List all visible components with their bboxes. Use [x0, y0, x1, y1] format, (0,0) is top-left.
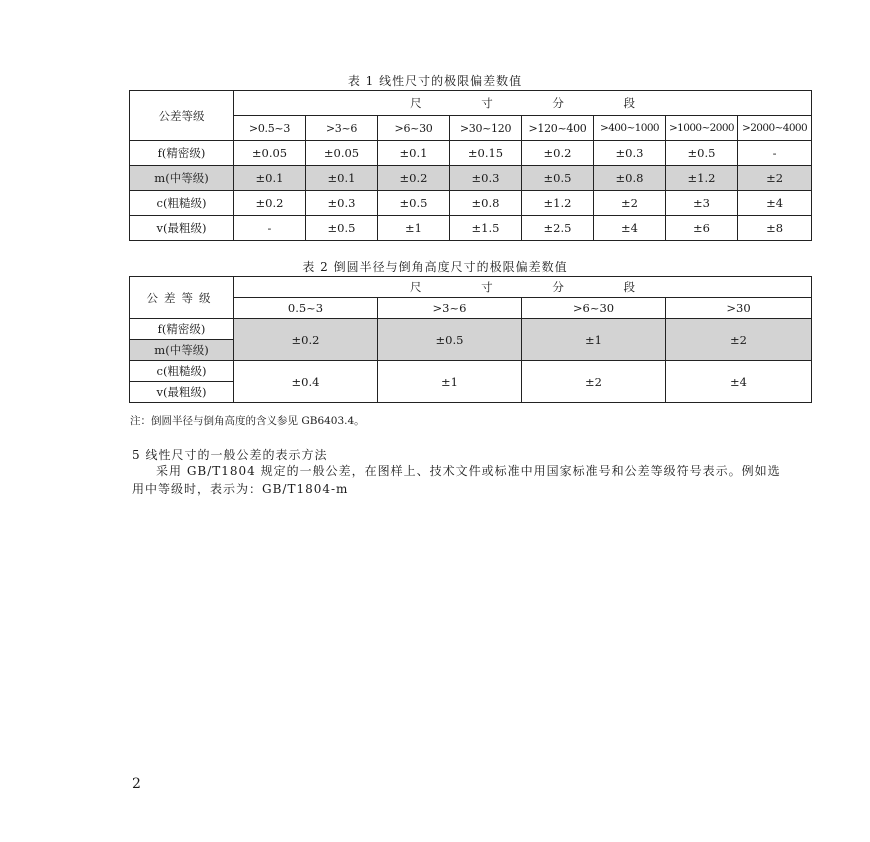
range-header: >0.5~3 [234, 116, 306, 141]
table-note: 注：倒圆半径与倒角高度的含义参见 GB6403.4。 [130, 415, 365, 427]
range-header: >120~400 [522, 116, 594, 141]
table-cell: ±0.1 [234, 166, 306, 191]
table2-radius-chamfer-tolerances [129, 276, 812, 403]
table-row [130, 319, 812, 340]
section-title: 5 线性尺寸的一般公差的表示方法 [132, 448, 328, 462]
table-row [130, 361, 812, 382]
table-cell: ±0.8 [594, 166, 666, 191]
table-cell: ±1.5 [450, 216, 522, 241]
table-cell: ±1.2 [522, 191, 594, 216]
table2-caption: 表 2 倒圆半径与倒角高度尺寸的极限偏差数值 [302, 260, 568, 274]
grade-header: 公差等级 [130, 277, 234, 319]
table-cell: - [234, 216, 306, 241]
table-cell: ±4 [594, 216, 666, 241]
table-cell: ±0.15 [450, 141, 522, 166]
table-cell: ±1.2 [666, 166, 738, 191]
table-cell: ±4 [666, 361, 812, 403]
table-cell: ±1 [378, 361, 522, 403]
grade-label: c(粗糙级) [130, 361, 234, 382]
grade-label: m(中等级) [130, 340, 234, 361]
table-row [130, 216, 812, 241]
table-cell: ±0.1 [378, 141, 450, 166]
table-cell: ±8 [738, 216, 812, 241]
table-cell: ±3 [666, 191, 738, 216]
grade-label: f(精密级) [130, 141, 234, 166]
table-cell: ±0.2 [378, 166, 450, 191]
table-cell: ±0.5 [522, 166, 594, 191]
table1-linear-tolerances [129, 90, 812, 241]
table-cell: ±2 [522, 361, 666, 403]
table-cell: ±0.3 [306, 191, 378, 216]
grade-label: c(粗糙级) [130, 191, 234, 216]
range-header: >3~6 [306, 116, 378, 141]
table1-caption: 表 1 线性尺寸的极限偏差数值 [347, 74, 523, 88]
section-paragraph: 采用 GB/T1804 规定的一般公差，在图样上、技术文件或标准中用国家标准号和公差等级符号表示。例如选用中等级时，表示为：GB/T1804-m [132, 464, 781, 496]
table-cell: ±2.5 [522, 216, 594, 241]
table-cell: ±0.1 [306, 166, 378, 191]
table-cell: ±0.2 [522, 141, 594, 166]
range-header: >1000~2000 [666, 116, 738, 141]
grade-header: 公差等级 [130, 91, 234, 141]
grade-label: v(最粗级) [130, 382, 234, 403]
table-cell: ±2 [738, 166, 812, 191]
table-cell: ±0.2 [234, 319, 378, 361]
table-cell: ±0.5 [378, 191, 450, 216]
range-header: >3~6 [378, 298, 522, 319]
table-cell: ±0.4 [234, 361, 378, 403]
range-header: >2000~4000 [738, 116, 812, 141]
grade-label: m(中等级) [130, 166, 234, 191]
range-header: >6~30 [378, 116, 450, 141]
table-cell: ±0.5 [306, 216, 378, 241]
range-header: >6~30 [522, 298, 666, 319]
range-header: >400~1000 [594, 116, 666, 141]
table-row-highlighted [130, 166, 812, 191]
table-row [130, 191, 812, 216]
size-header: 尺 寸 分 段 [234, 277, 812, 298]
table-cell: ±1 [378, 216, 450, 241]
grade-label: f(精密级) [130, 319, 234, 340]
size-header: 尺 寸 分 段 [234, 91, 812, 116]
table-cell: ±2 [594, 191, 666, 216]
table-cell: ±2 [666, 319, 812, 361]
table-cell: ±6 [666, 216, 738, 241]
grade-label: v(最粗级) [130, 216, 234, 241]
page-number: 2 [132, 776, 141, 792]
table-cell: ±4 [738, 191, 812, 216]
table-cell: ±0.5 [378, 319, 522, 361]
table-cell: ±0.3 [594, 141, 666, 166]
table-cell: - [738, 141, 812, 166]
table-row [130, 141, 812, 166]
table-cell: ±0.05 [306, 141, 378, 166]
table-cell: ±0.2 [234, 191, 306, 216]
table-cell: ±1 [522, 319, 666, 361]
table-cell: ±0.8 [450, 191, 522, 216]
range-header: 0.5~3 [234, 298, 378, 319]
range-header: >30 [666, 298, 812, 319]
table-cell: ±0.05 [234, 141, 306, 166]
table-cell: ±0.5 [666, 141, 738, 166]
range-header: >30~120 [450, 116, 522, 141]
table-cell: ±0.3 [450, 166, 522, 191]
